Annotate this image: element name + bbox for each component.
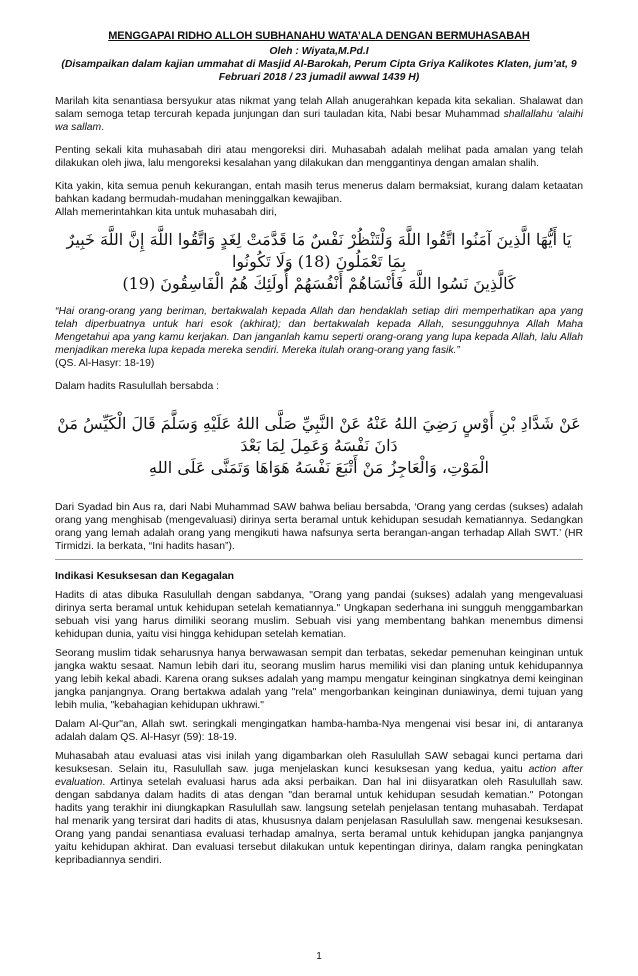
- document-author: Oleh : Wiyata,M.Pd.I: [269, 46, 369, 57]
- hadits-arabic-line-1: عَنْ شَدَّادِ بْنِ أَوْسٍ رَضِيَ اللهُ عَنْهُ عَنْ النَّبِيِّ صَلَّى اللهُ عَلَيْهِ وَسَلَّمَ قَالَ الْكَيِّسُ مَنْ دَانَ نَفْسَهُ وَعَمِلَ لِمَا بَعْدَ: [57, 414, 581, 455]
- section-heading: Indikasi Kesuksesan dan Kegagalan: [55, 571, 235, 582]
- section-paragraph-3: Dalam Al-Qur"an, Allah swt. seringkali mengingatkan hamba-hamba-Nya mengenai visi besar ini, di antaranya adalah dalam QS. Al-Hasyr (59): 18-19.: [55, 719, 583, 743]
- section-paragraph-4: [55, 750, 583, 867]
- intro-paragraph-3b: Allah memerintahkan kita untuk muhasabah diri,: [55, 207, 277, 218]
- intro-paragraph-1: [55, 95, 583, 134]
- section-divider: [55, 559, 583, 560]
- intro-paragraph-1-end: .: [101, 122, 105, 133]
- hadits-arabic-line-2: الْمَوْتِ، وَالْعَاجِزُ مَنْ أَتْبَعَ نَفْسَهُ هَوَاهَا وَتَمَنَّى عَلَى اللهِ: [149, 458, 489, 477]
- section-paragraph-4-b: . Artinya setelah evaluasi harus ada aksi perbaikan. Dan hal ini diisyaratkan oleh Rasulullah saw. dengan sabdanya dalam hadits di atas dengan "dan beramal untuk kehidupan sesudah kematian." Potongan hadits yang terakhir ini diungkapkan Rasulullah saw. langsung setelah penjelasan tentang muhasabah. Terdapat hal menarik yang tersirat dari hadits di atas, khususnya dalam penjelasan Rasulullah saw. mengenai kesuksesan. Orang yang pandai senantiasa evaluasi terhadap amalnya, serta beramal untuk kehidupan jangka panjangnya yaitu kehidupan akhirat. Dan evaluasi tersebut dilakukan untuk kepentingan dirinya, dalam rangka peningkatan kepribadiannya sendiri.: [55, 777, 583, 866]
- section-paragraph-4-a: Muhasabah atau evaluasi atas visi inilah yang digambarkan oleh Rasulullah SAW sebagai kunci pertama dari kesuksesan. Selain itu, Rasulullah saw. juga menjelaskan kunci kesuksesan yang kedua, yaitu: [55, 751, 583, 775]
- hadits-arabic: [55, 413, 583, 479]
- intro-paragraph-1-text: Marilah kita senantiasa bersyukur atas nikmat yang telah Allah anugerahkan kepada kita sekalian. Shalawat dan salam semoga tetap tercurah kepada junjungan dan suri tauladan kita, Nabi besar Muhammad: [55, 96, 583, 120]
- ayat-arabic-line-2: كَالَّذِينَ نَسُوا اللَّهَ فَأَنْسَاهُمْ أَنْفُسَهُمْ أُولَئِكَ هُمُ الْفَاسِقُونَ (19): [122, 274, 516, 293]
- section-paragraph-1: Hadits di atas dibuka Rasulullah dengan sabdanya, "Orang yang pandai (sukses) adalah yang mengevaluasi dirinya serta beramal untuk kehidupan setelah kematiannya." Ungkapan sederhana ini sungguh menggambarkan sebuah visi yang harus dimiliki seorang muslim. Sebuah visi yang membentang bahkan menembus dimensi kehidupan dunia, yaitu visi hingga kehidupan setelah kematian.: [55, 590, 583, 640]
- hadits-translation: Dari Syadad bin Aus ra, dari Nabi Muhammad SAW bahwa beliau bersabda, ‘Orang yang cerdas (sukses) adalah orang yang menghisab (mengevaluasi) dirinya serta beramal untuk kehidupan sesudah kematiannya. Sedangkan orang yang lemah adalah orang yang mengikuti hawa nafsunya serta berangan-angan terhadap Allah SWT.’ (HR Tirmidzi. Ia berkata, “Ini hadits hasan”).: [55, 502, 583, 552]
- intro-paragraph-1-italic: shallallahu ‘alaihi wa sallam: [55, 109, 583, 133]
- ayat-translation: “Hai orang-orang yang beriman, bertakwalah kepada Allah dan hendaklah setiap diri memperhatikan apa yang telah diperbuatnya untuk hari esok (akhirat); dan bertakwalah kepada Allah, sesungguhnya Allah Maha Mengetahui apa yang kamu kerjakan. Dan janganlah kamu seperti orang-orang yang lupa kepada Allah, lalu Allah menjadikan mereka lupa kepada mereka sendiri. Mereka itulah orang-orang yang fasik.”: [55, 306, 583, 356]
- section-paragraph-4-italic: action after evaluation: [55, 764, 583, 788]
- ayat-reference: (QS. Al-Hasyr: 18-19): [55, 358, 155, 369]
- intro-paragraph-2: Penting sekali kita muhasabah diri atau mengoreksi diri. Muhasabah adalah melihat pada amalan yang telah dilakukan oleh jiwa, lalu mengoreksi kesalahan yang dilakukan dan menggantinya dengan amalan shalih.: [55, 145, 583, 169]
- intro-paragraph-3: Kita yakin, kita semua penuh kekurangan, entah masih terus menerus dalam bermaksiat, kurang dalam ketaatan bahkan kadang bermudah-mudahan meninggalkan kewajiban.: [55, 181, 583, 205]
- ayat-arabic-line-1: يَا أَيُّهَا الَّذِينَ آمَنُوا اتَّقُوا اللَّهَ وَلْتَنْظُرْ نَفْسٌ مَا قَدَّمَتْ لِغَدٍ وَاتَّقُوا اللَّهَ إِنَّ اللَّهَ خَبِيرٌ بِمَا تَعْمَلُونَ (18) وَلَا تَكُونُوا: [66, 230, 572, 271]
- page-number: 1: [316, 951, 322, 962]
- document-title: MENGGAPAI RIDHO ALLOH SUBHANAHU WATA’ALA DENGAN BERMUHASABAH: [108, 30, 530, 42]
- section-paragraph-2: Seorang muslim tidak seharusnya hanya berwawasan sempit dan terbatas, sekedar pemenuhan keinginan untuk jangka waktu sesaat. Namun lebih dari itu, seorang muslim harus memiliki visi dan planing untuk kehidupannya yang lebih kekal abadi. Karena orang sukses adalah yang mampu mengatur keinginan singkatnya demi keinginan jangka panjangnya. Orang bertakwa adalah yang "rela" mengorbankan keinginan duniawinya, demi tujuan yang lebih mulia, "kebahagian kehidupan ukhrawi.": [55, 648, 583, 711]
- hadits-intro: Dalam hadits Rasulullah bersabda :: [55, 381, 220, 392]
- document-source-note: (Disampaikan dalam kajian ummahat di Masjid Al-Barokah, Perum Cipta Griya Kalikotes Klaten, jum’at, 9 Februari 2018 / 23 jumadil awwal 1439 H): [61, 59, 577, 83]
- ayat-arabic: [55, 229, 583, 295]
